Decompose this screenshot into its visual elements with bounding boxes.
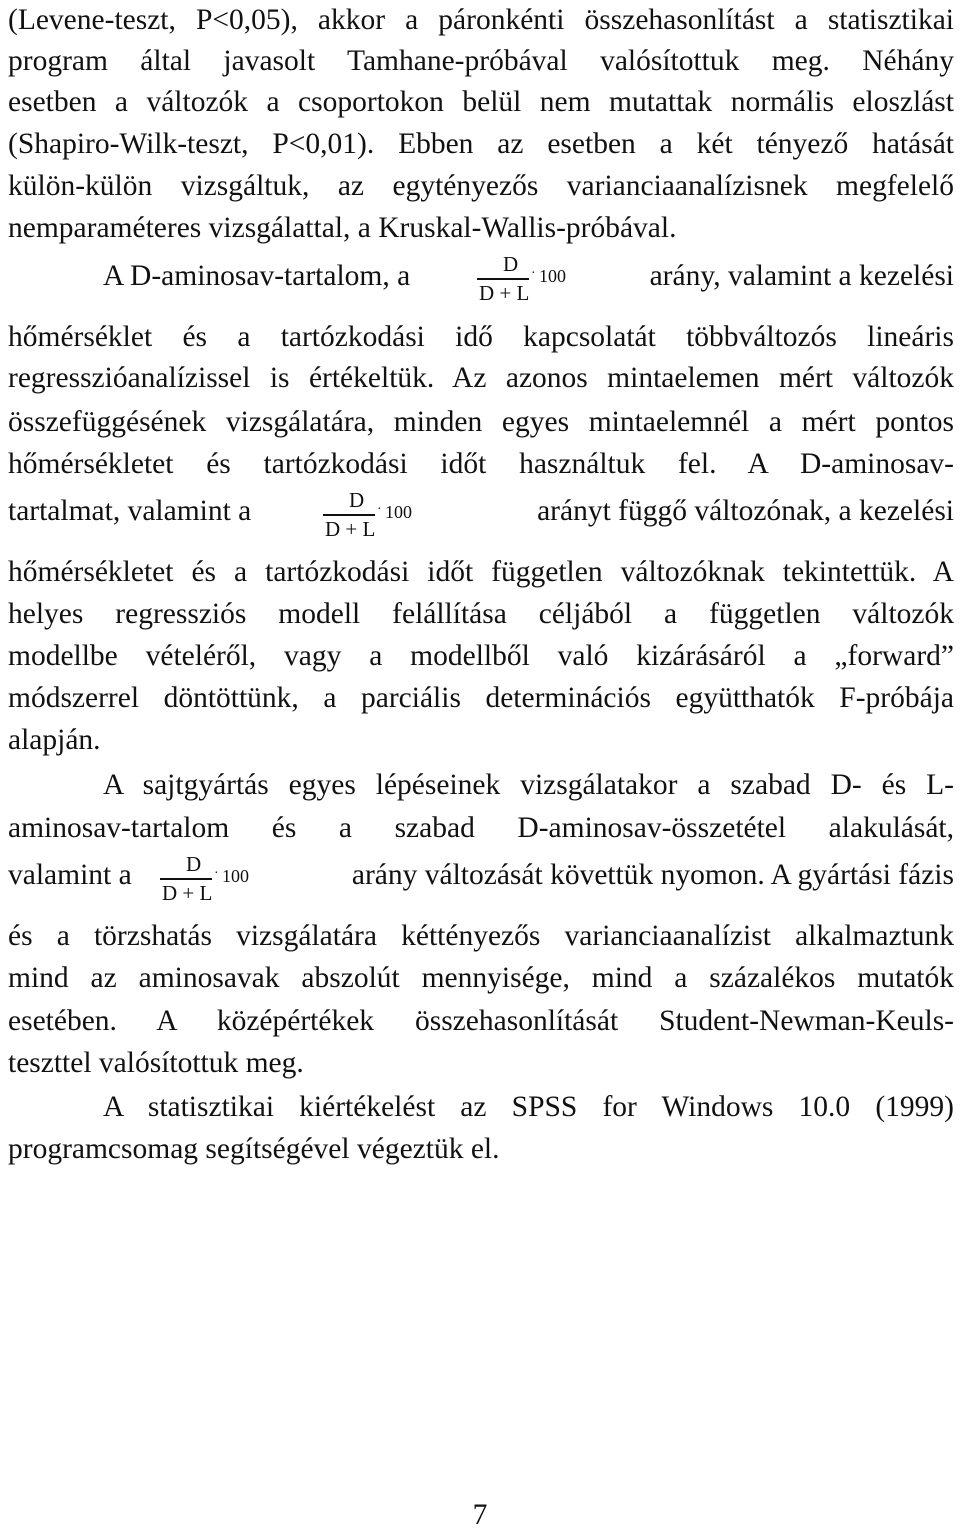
fraction-numerator: D (186, 852, 202, 876)
formula-line-lead: tartalmat, valamint a (8, 495, 252, 527)
fraction-denominator: D + L (479, 281, 530, 305)
text-line: helyes regressziós modell felállítása céljából a független változók (8, 598, 954, 630)
text-line: nemparaméteres vizsgálattal, a Kruskal-Wallis-próbával. (8, 212, 677, 244)
multiplier: 100 (222, 866, 249, 886)
fraction-denominator: D + L (325, 517, 376, 541)
text-line: teszttel valósítottuk meg. (8, 1047, 304, 1079)
text-line: (Shapiro-Wilk-teszt, P<0,01). Ebben az esetben a két tényező hatását (8, 128, 954, 160)
text-line: (Levene-teszt, P<0,05), akkor a páronkénti összehasonlítást a statisztikai (8, 4, 954, 36)
text-line: mind az aminosavak abszolút mennyisége, mind a százalékos mutatók (8, 962, 954, 994)
fraction-d-over-d-plus-l (160, 854, 260, 906)
text-line: hőmérsékletet és a tartózkodási időt független változóknak tekintettük. A (8, 556, 954, 588)
text-line: programcsomag segítségével végeztük el. (8, 1133, 500, 1165)
fraction-d-over-d-plus-l (477, 254, 577, 306)
fraction-bar (323, 514, 375, 516)
text-line: hőmérséklet és a tartózkodási idő kapcsolatát többváltozós lineáris (8, 321, 954, 353)
fraction-denominator: D + L (162, 881, 213, 905)
fraction-d-over-d-plus-l (323, 490, 423, 542)
text-line: esetben a változók a csoportokon belül nem mutattak normális eloszlást (8, 86, 954, 118)
fraction-bar (160, 878, 212, 880)
formula-line-lead: A D-aminosav-tartalom, a (103, 260, 411, 292)
text-line: A sajtgyártás egyes lépéseinek vizsgálatakor a szabad D- és L- (103, 769, 954, 801)
text-line: A statisztikai kiértékelést az SPSS for Windows 10.0 (1999) (103, 1091, 954, 1123)
text-line: módszerrel döntöttünk, a parciális determinációs együtthatók F-próbája (8, 682, 954, 714)
formula-line-tail: arány változását követtük nyomon. A gyártási fázis (351, 859, 954, 891)
fraction-numerator: D (349, 488, 365, 512)
multiply-dot: · (377, 502, 382, 517)
text-line: hőmérsékletet és tartózkodási időt használtuk fel. A D-aminosav- (8, 448, 954, 480)
fraction-numerator: D (503, 252, 519, 276)
text-line: program által javasolt Tamhane-próbával valósítottuk meg. Néhány (8, 45, 954, 77)
formula-line (8, 852, 954, 895)
text-line: modellbe vételéről, vagy a modellből való kizárásáról a „forward” (8, 640, 954, 672)
text-line: regresszióanalízissel is értékeltük. Az azonos mintaelemen mért változók (8, 362, 954, 394)
text-line: aminosav-tartalom és a szabad D-aminosav-összetétel alakulását, (8, 812, 954, 844)
text-line: összefüggésének vizsgálatára, minden egyes mintaelemnél a mért pontos (8, 406, 954, 438)
multiply-dot: · (214, 866, 219, 881)
page-number: 7 (472, 1499, 488, 1531)
text-line: és a törzshatás vizsgálatára kéttényezős varianciaanalízist alkalmaztunk (8, 920, 954, 952)
text-line: külön-külön vizsgáltuk, az egytényezős varianciaanalízisnek megfelelő (8, 170, 954, 202)
formula-line-lead: valamint a (8, 859, 132, 891)
multiply-dot: · (531, 266, 536, 281)
text-line: esetében. A középértékek összehasonlítását Student-Newman-Keuls- (8, 1005, 954, 1037)
text-line: alapján. (8, 724, 101, 756)
fraction-bar (477, 278, 529, 280)
multiplier: 100 (539, 266, 566, 286)
multiplier: 100 (385, 502, 412, 522)
formula-line-tail: arány, valamint a kezelési (649, 260, 954, 292)
formula-line-tail: arányt függő változónak, a kezelési (537, 495, 954, 527)
formula-line (8, 488, 954, 531)
